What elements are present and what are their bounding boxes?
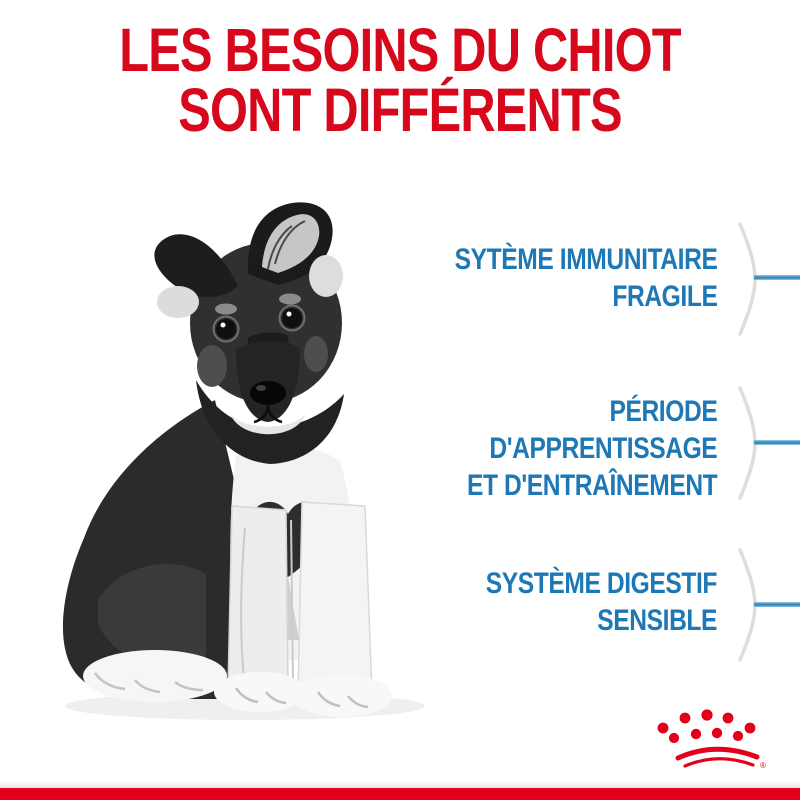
left-ear: [154, 234, 238, 297]
left-brow: [215, 304, 237, 315]
crown-arc-lower: [685, 759, 753, 766]
callout-learning-line-3: ET D'ENTRAÎNEMENT: [466, 469, 717, 502]
callout-immune-line-1: SYTÈME IMMUNITAIRE: [454, 243, 717, 276]
nose-highlight: [256, 385, 266, 391]
callout-learning-period: [412, 393, 717, 504]
puppy-photo: [40, 168, 440, 728]
left-eye-glint: [221, 323, 226, 328]
connector-line-1: [754, 275, 800, 280]
registered-mark: ®: [760, 761, 766, 770]
front-leg-left: [228, 506, 288, 688]
left-eye: [216, 319, 236, 339]
connector-line-3: [754, 602, 800, 607]
callout-digestive-line-1: SYSTÈME DIGESTIF: [485, 567, 717, 600]
connector-line-2: [754, 440, 800, 445]
puppy-hind-paw: [83, 650, 227, 702]
right-brow: [279, 294, 301, 305]
right-ear-fluff: [309, 255, 343, 297]
nose: [250, 381, 286, 405]
page-title: [0, 16, 800, 144]
title-line-1: LES BESOINS DU CHIOT: [119, 16, 681, 84]
callout-immune-line-2: FRAGILE: [611, 280, 717, 313]
crown-arc-upper: [678, 749, 757, 758]
title-line-2: SONT DIFFÉRENTS: [178, 76, 622, 144]
front-paw-left: [214, 672, 306, 712]
crown-dots: [658, 709, 756, 743]
callout-learning-line-1: PÉRIODE: [609, 395, 717, 428]
footer-shadow: [0, 781, 800, 788]
right-eye: [282, 308, 302, 328]
callout-learning-line-2: D'APPRENTISSAGE: [489, 432, 717, 465]
callout-immune-system: [397, 241, 717, 315]
front-paw-right: [292, 675, 392, 717]
left-cheek: [197, 345, 227, 387]
right-cheek: [304, 336, 328, 372]
right-eye-glint: [287, 312, 292, 317]
front-leg-right: [298, 502, 372, 694]
callout-digestive-system: [435, 565, 717, 639]
left-ear-fluff: [157, 286, 199, 318]
callout-digestive-line-2: SENSIBLE: [597, 604, 717, 637]
royal-canin-crown-logo: [648, 703, 770, 775]
footer-red-bar: [0, 788, 800, 800]
